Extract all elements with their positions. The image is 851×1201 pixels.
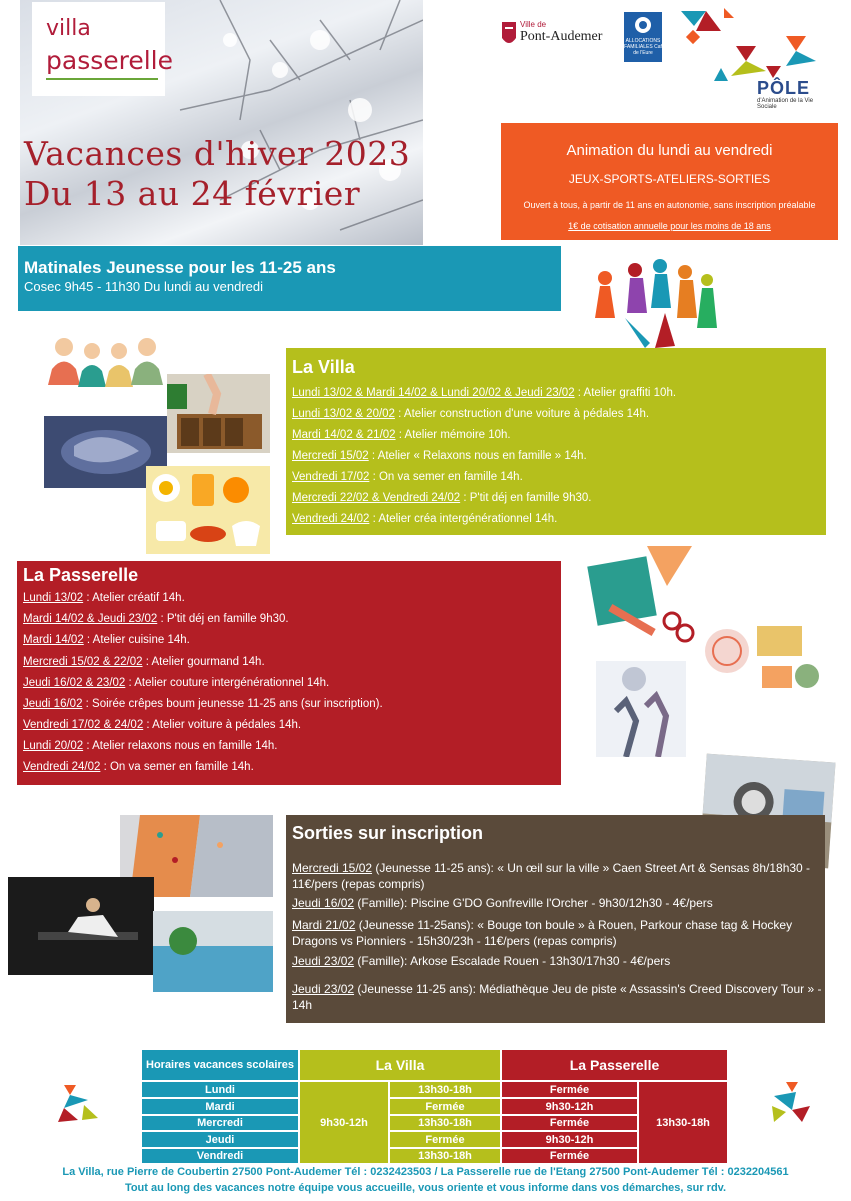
disco-dance-image [596,661,686,757]
seedling-pots-image [167,374,270,453]
villa-passerelle-logo [32,2,174,96]
caf-logo [624,12,662,62]
villa-afternoon-cell: 13h30-18h [389,1115,501,1131]
breakfast-illustration-image [146,466,270,554]
sortie-row: Mercredi 15/02 (Jeunesse 11-25 ans): « Un œil sur la ville » Caen Street Art & Sensas 8h/18h30 - 11€/pers (repas compris) [292,861,811,891]
footer-welcome-note: Tout au long des vacances notre équipe vous accueille, vous oriente et vous informe dans vos démarches, sur rdv. [124,1182,727,1194]
sortie-row: Jeudi 23/02 (Famille): Arkose Escalade Rouen - 13h30/17h30 - 4€/pers [292,954,671,968]
pont-audemer-logo [500,18,616,52]
schedule-day: Mercredi [141,1115,299,1131]
footer-addresses: La Villa, rue Pierre de Coubertin 27500 Pont-Audemer Tél : 0232423503 / La Passerelle rue de l'Etang 27500 Pont-Audemer Tél : 0232204561 [62,1166,789,1178]
schedule-day: Jeudi [141,1131,299,1148]
pole-title: PÔLE [757,78,811,98]
sortie-row: Mardi 21/02 (Jeunesse 11-25ans): « Bouge ton boule » à Rouen, Parkour chase tag & Hockey Dragons vs Pionniers - 15h30/23h - 11€/pers (repas compris) [292,918,793,948]
passerelle-morning-cell: 9h30-12h [501,1131,638,1148]
villa-afternoon-cell: Fermée [389,1131,501,1148]
passerelle-afternoon-hours: 13h30-18h [638,1081,728,1164]
passerelle-activity-row: Vendredi 17/02 & 24/02 : Atelier voiture à pédales 14h. [23,719,302,731]
la-villa-title: La Villa [292,357,355,377]
passerelle-morning-cell: Fermée [501,1081,638,1098]
animation-info: Ouvert à tous, à partir de 11 ans en autonomie, sans inscription préalable [523,200,816,210]
matinales-title: Matinales Jeunesse pour les 11-25 ans [24,258,336,277]
villa-afternoon-cell: 13h30-18h [389,1081,501,1098]
passerelle-activity-row: Lundi 13/02 : Atelier créatif 14h. [23,592,185,604]
tangram-figure-left-icon [54,1080,104,1125]
passerelle-activity-row: Jeudi 16/02 & 23/02 : Atelier couture intergénérationnel 14h. [23,677,330,689]
schedule-header-label: Horaires vacances scolaires [141,1049,299,1081]
villa-afternoon-cell: 13h30-18h [389,1148,501,1164]
caf-text: ALLOCATIONS FAMILIALES Caf de l'Eure [624,38,662,56]
animation-fee: 1€ de cotisation annuelle pour les moins de 18 ans [568,221,771,231]
schedule-col-villa: La Villa [299,1049,501,1081]
sports-silhouettes-image [585,258,725,350]
passerelle-morning-cell: Fermée [501,1148,638,1164]
villa-activity-row: Lundi 13/02 & 20/02 : Atelier construction d'une voiture à pédales 14h. [292,408,650,420]
sortie-row: Jeudi 23/02 (Jeunesse 11-25 ans): Médiathèque Jeu de piste « Assassin's Creed Discovery Tour » - 14h [292,982,822,1012]
passerelle-morning-cell: 9h30-12h [501,1098,638,1115]
sortie-row: Jeudi 16/02 (Famille): Piscine G'DO Gonfreville l'Orcher - 9h30/12h30 - 4€/pers [292,896,713,910]
logo-passerelle-text: passerelle [46,46,174,75]
matinales-subtitle: Cosec 9h45 - 11h30 Du lundi au vendredi [24,279,263,294]
animation-subtitle: JEUX-SPORTS-ATELIERS-SORTIES [568,172,771,186]
logo-underline [46,78,158,80]
matinales-banner [18,246,561,311]
passerelle-activity-row: Mardi 14/02 & Jeudi 23/02 : P'tit déj en famille 9h30. [23,613,289,625]
passerelle-activity-row: Mardi 14/02 : Atelier cuisine 14h. [23,634,190,646]
hero-title: Vacances d'hiver 2023 [24,134,411,173]
villa-activity-row: Mardi 14/02 & 21/02 : Atelier mémoire 10h. [292,429,511,441]
passerelle-activity-row: Vendredi 24/02 : On va semer en famille 14h. [23,761,254,773]
passerelle-activity-row: Lundi 20/02 : Atelier relaxons nous en famille 14h. [23,740,278,752]
schedule-col-passerelle: La Passerelle [501,1049,728,1081]
sorties-panel [286,815,825,1023]
passerelle-morning-cell: Fermée [501,1115,638,1131]
tangram-figure-right-icon [766,1080,816,1125]
villa-activity-row: Vendredi 17/02 : On va semer en famille 14h. [292,471,523,483]
animation-info-box [501,123,838,240]
schedule-table [141,1049,728,1164]
villa-activity-row: Mercredi 15/02 : Atelier « Relaxons nous en famille » 14h. [292,450,587,462]
la-passerelle-panel [17,561,561,785]
pa-small-text: Ville de [520,20,547,29]
sorties-title: Sorties sur inscription [292,823,484,843]
logo-villa-text: villa [46,16,91,41]
swimming-pool-image [153,911,273,992]
parkour-image [8,877,154,975]
caf-emblem-icon [633,15,653,35]
sewing-craft-image [697,606,828,696]
schedule-day: Vendredi [141,1148,299,1164]
la-passerelle-title: La Passerelle [23,565,139,585]
pa-name-text: Pont-Audemer [520,29,603,44]
passerelle-activity-row: Jeudi 16/02 : Soirée crêpes boum jeunesse 11-25 ans (sur inscription). [23,698,383,710]
hero-dates: Du 13 au 24 février [24,174,361,213]
villa-morning-hours: 9h30-12h [299,1081,389,1164]
schedule-day: Mardi [141,1098,299,1115]
la-villa-panel [286,348,826,535]
pole-tangram-logo-icon [676,6,826,86]
kids-yoga-image [44,329,169,393]
animation-title: Animation du lundi au vendredi [566,142,773,159]
passerelle-activity-row: Mercredi 15/02 & 22/02 : Atelier gourmand 14h. [23,656,265,668]
city-crest-icon [500,20,518,50]
villa-afternoon-cell: Fermée [389,1098,501,1115]
pole-subtitle: d'Animation de la Vie Sociale [757,98,814,110]
schedule-day: Lundi [141,1081,299,1098]
craft-tools-image [587,541,699,656]
villa-activity-row: Vendredi 24/02 : Atelier créa intergénérationnel 14h. [292,513,558,525]
villa-activity-row: Mercredi 22/02 & Vendredi 24/02 : P'tit déj en famille 9h30. [292,492,592,504]
villa-activity-row: Lundi 13/02 & Mardi 14/02 & Lundi 20/02 & Jeudi 23/02 : Atelier graffiti 10h. [292,387,677,399]
